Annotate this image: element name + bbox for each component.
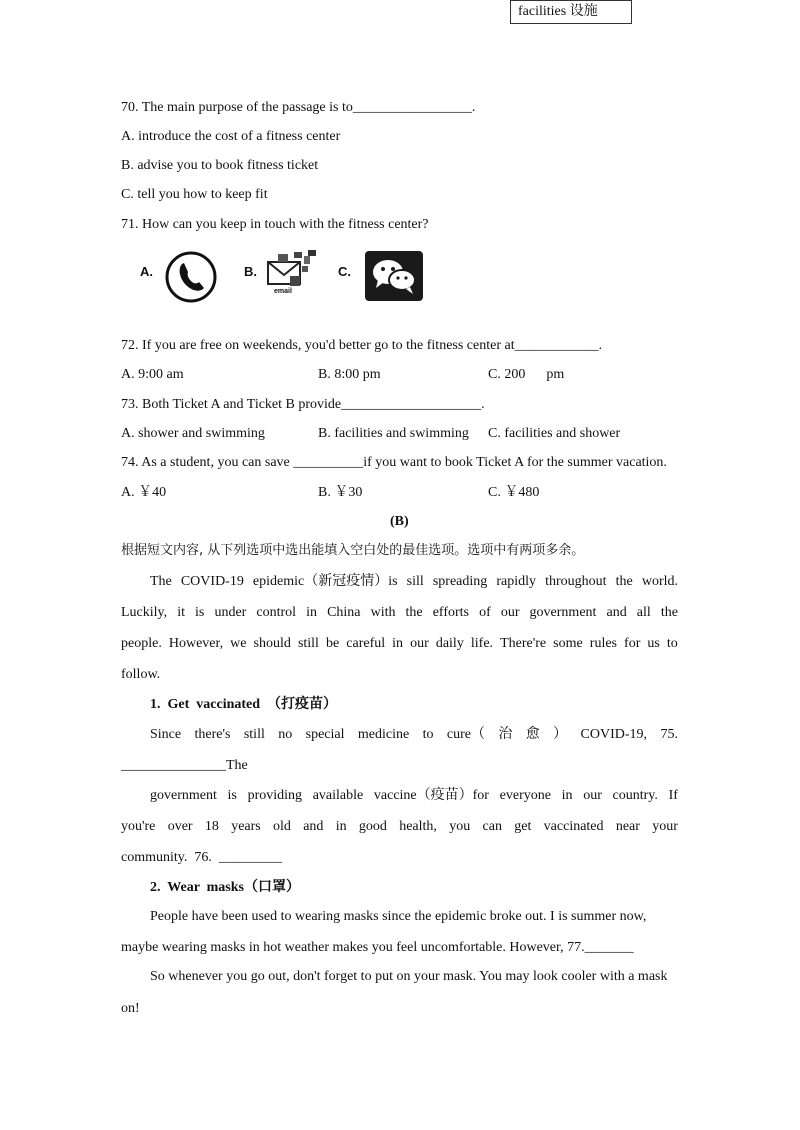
rule1-line-5: community. 76. _________ xyxy=(121,850,282,865)
q70-option-c: C. tell you how to keep fit xyxy=(121,187,268,202)
q71-label-a: A. xyxy=(140,264,153,279)
rule1-line-2: _______________The xyxy=(121,758,248,773)
q72-option-b: B. 8:00 pm xyxy=(318,367,381,382)
q73-stem: 73. Both Ticket A and Ticket B provide____________________. xyxy=(121,397,485,412)
q70-option-b: B. advise you to book fitness ticket xyxy=(121,158,319,173)
q71-options-image xyxy=(140,248,440,304)
q71-stem: 71. How can you keep in touch with the fitness center? xyxy=(121,217,429,232)
q71-label-b: B. xyxy=(244,264,257,279)
q72-option-a: A. 9:00 am xyxy=(121,367,184,382)
rule1-line-3: government is providing available vaccine（疫苗）for everyone in our country. If xyxy=(150,788,678,803)
wechat-icon xyxy=(364,250,424,302)
intro-line-1: The COVID-19 epidemic（新冠疫情）is sill spreading rapidly throughout the world. xyxy=(150,574,678,589)
section-b-heading: (B) xyxy=(390,514,409,529)
rule1-title: 1. Get vaccinated （打疫苗） xyxy=(150,697,338,712)
q72-option-c: C. 200 pm xyxy=(488,367,565,382)
q73-option-b: B. facilities and swimming xyxy=(318,426,469,441)
intro-line-3: people. However, we should still be careful in our daily life. There're some rules for us to xyxy=(121,636,678,651)
vocab-box: facilities 设施 xyxy=(510,0,632,24)
rule2-line-2: maybe wearing masks in hot weather makes you feel uncomfortable. However, 77._______ xyxy=(121,940,634,955)
q73-option-a: A. shower and swimming xyxy=(121,426,265,441)
intro-line-2: Luckily, it is under control in China with the efforts of our government and all the xyxy=(121,605,678,620)
intro-line-4: follow. xyxy=(121,667,161,682)
q71-label-c: C. xyxy=(338,264,351,279)
q72-stem: 72. If you are free on weekends, you'd better go to the fitness center at____________. xyxy=(121,338,603,353)
rule2-line-4: on! xyxy=(121,1001,140,1016)
q74-option-a: A. ￥40 xyxy=(121,485,167,500)
q74-stem: 74. As a student, you can save __________if you want to book Ticket A for the summer vacation. xyxy=(121,455,667,470)
q74-option-b: B. ￥30 xyxy=(318,485,363,500)
phone-icon xyxy=(164,250,218,304)
rule2-line-3: So whenever you go out, don't forget to put on your mask. You may look cooler with a mask xyxy=(150,969,668,984)
q70-option-a: A. introduce the cost of a fitness center xyxy=(121,129,341,144)
q74-option-c: C. ￥480 xyxy=(488,485,540,500)
rule2-line-1: People have been used to wearing masks since the epidemic broke out. I is summer now, xyxy=(150,909,647,924)
email-caption: email xyxy=(274,288,292,295)
q70-stem: 70. The main purpose of the passage is to_________________. xyxy=(121,100,476,115)
rule2-title: 2. Wear masks（口罩） xyxy=(150,880,300,895)
email-icon xyxy=(264,248,322,300)
rule1-line-1: Since there's still no special medicine to cure（ 治 愈 ） COVID-19, 75. xyxy=(150,727,678,742)
rule1-line-4: you're over 18 years old and in good health, you can get vaccinated near your xyxy=(121,819,678,834)
section-b-instruction: 根据短文内容, 从下列选项中选出能填入空白处的最佳选项。选项中有两项多余。 xyxy=(121,543,585,558)
q73-option-c: C. facilities and shower xyxy=(488,426,621,441)
